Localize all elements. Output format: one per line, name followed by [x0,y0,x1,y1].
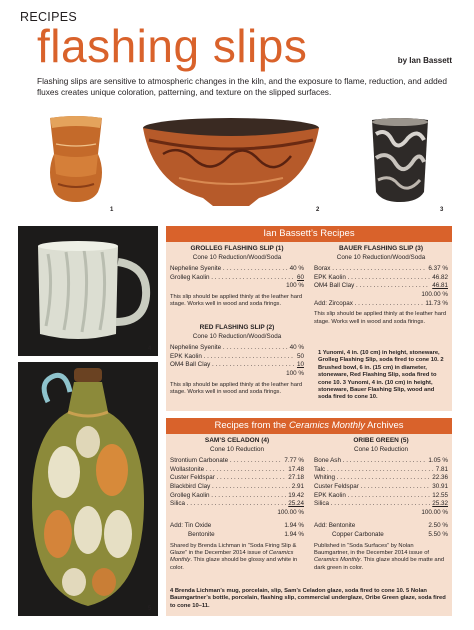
recipe-total: 100.00 % [421,508,448,516]
mug-image [18,226,158,356]
photo-yunomi-grolleg [36,114,116,210]
recipe-bauer-flashing-slip [314,245,448,326]
yunomi-image [36,114,116,210]
photo-yunomi-bauer [362,114,438,210]
recipe-grolleg-flashing-slip [170,245,304,309]
recipe-note: Published in “Soda Surfaces” by Nolan Baumgartner, in the December 2014 issue of Ceramics Monthly. This glaze should be matte and dark green in color. [314,542,445,571]
photo-bowl-red [139,114,323,210]
recipe-total: 100 % [286,282,304,290]
recipe-total: 100 % [286,369,304,377]
byline: by Ian Bassett [397,56,452,65]
ingredient-row: Silica . . . 25.24 [170,500,304,509]
recipe-total: 100.00 % [277,508,304,516]
ingredient-row: Grolleg Kaolin . . . 60 [170,274,304,283]
recipe-cone: Cone 10 Reduction/Wood/Soda [192,253,282,261]
recipe-title: GROLLEG FLASHING SLIP (1) [190,245,284,252]
recipe-total: 100.00 % [421,290,448,298]
bottle-image [18,362,158,616]
ingredient-row: Custer Feldspar . . . 27.18 [170,474,304,483]
recipe-title: RED FLASHING SLIP (2) [199,324,275,331]
recipe-title: SAM’S CELADON (4) [204,437,270,444]
ingredient-row: EPK Kaolin . . . 46.82 [314,274,448,283]
panel-header: Ian Bassett’s Recipes [166,226,452,242]
ingredient-row: Talc . . . 7.81 [314,466,448,475]
ceramics-monthly-recipes-panel [166,418,452,616]
photo-number-4: 4 [148,346,152,352]
additive-row: Add: Tin Oxide 1.94 % [170,522,304,530]
bowl-image [139,114,323,210]
recipe-cone: Cone 10 Reduction/Wood/Soda [336,253,426,261]
recipe-red-flashing-slip [170,324,304,396]
recipe-cone: Cone 10 Reduction [354,445,408,453]
ian-bassett-recipes-panel [166,226,452,411]
ingredient-row: Borax . . . 6.37 % [314,265,448,274]
ingredient-row: Grolleg Kaolin . . . 19.42 [170,492,304,501]
additive-row: Copper Carbonate 5.50 % [332,530,448,538]
photo-captions: 4 Brenda Lichman’s mug, porcelain, slip, Sam’s Celadon glaze, soda fired to cone 10. 5 Nolan Baumgartner’s bottle, porcelain, flashing slip, commercial underglaze, Oribe Green glaze, soda fired to cone 10–11. [170,588,446,609]
recipe-sams-celadon [170,437,304,572]
photo-mug-celadon [18,226,158,356]
ingredient-row: Blackbird Clay . . . 2.91 [170,483,304,492]
additive-row: Add: Bentonite 2.50 % [314,522,448,530]
ingredient-row: Whiting . . . 22.36 [314,474,448,483]
recipe-note: This slip should be applied thinly at the leather hard stage. Works well in wood and soda firings. [170,293,303,308]
ingredient-row: OM4 Ball Clay . . . 10 [170,361,304,370]
photo-captions: 1 Yunomi, 4 in. (10 cm) in height, stoneware, Grolleg Flashing Slip, soda fired to cone 10. 2 Brushed bowl, 6 in. (15 cm) in diameter, stoneware, Red Flashing Slip, soda fired to cone 10. 3 Yunomi, 4 in. (10 cm) in height, stoneware, Bauer Flashing Slip, wood and soda fired to cone 10. [318,350,444,401]
recipe-note: This slip should be applied thinly at the leather hard stage. Works well in wood and soda firings. [314,311,447,325]
recipe-oribe-green [314,437,448,572]
additive-row: Bentonite 1.94 % [188,530,304,538]
photo-number-3: 3 [440,207,444,213]
recipe-cone: Cone 10 Reduction/Wood/Soda [192,332,282,340]
photo-number-1: 1 [110,207,114,213]
recipe-note: This slip should be applied thinly at the leather hard stage. Works well in wood and soda firings. [170,381,303,395]
ingredient-row: Nepheline Syenite . . . 40 % [170,265,304,274]
ingredient-row: Silica . . . 25.32 [314,500,448,509]
additive-row: Add: Zircopax . . . 11.73 % [314,300,448,309]
recipe-cone: Cone 10 Reduction [210,445,264,453]
recipe-title: BAUER FLASHING SLIP (3) [338,245,424,252]
yunomi-bauer-image [362,114,438,210]
ingredient-row: EPK Kaolin . . . 12.55 [314,492,448,501]
photo-number-2: 2 [316,207,320,213]
section-label: RECIPES [20,10,77,24]
photo-bottle-oribe [18,362,158,616]
ingredient-row: Strontium Carbonate . . . 7.77 % [170,457,304,466]
intro-paragraph: Flashing slips are sensitive to atmospheric changes in the kiln, and the exposure to flame, reduction, and added fluxes creates unique coloration, patterning, and texture on the slipped surfaces. [37,76,448,97]
ingredient-row: EPK Kaolin . . . 50 [170,353,304,362]
ingredient-row: Custer Feldspar . . . 30.91 [314,483,448,492]
ingredient-row: Bone Ash . . . 1.05 % [314,457,448,466]
ingredient-row: Wollastonite . . . 17.48 [170,466,304,475]
ingredient-row: Nepheline Syenite . . . 40 % [170,344,304,353]
recipe-note: Shared by Brenda Lichman in “Soda Firing Slip & Glaze” in the December 2014 issue of Ceramics Monthly. This glaze should be glossy and white in color. [170,542,298,571]
ingredient-row: OM4 Ball Clay . . . 46.81 [314,282,448,291]
photo-number-5: 5 [148,606,152,612]
panel-header: Recipes from the Ceramics Monthly Archives [166,418,452,434]
page-title: flashing slips [37,20,308,72]
recipe-title: ORIBE GREEN (5) [353,437,409,444]
